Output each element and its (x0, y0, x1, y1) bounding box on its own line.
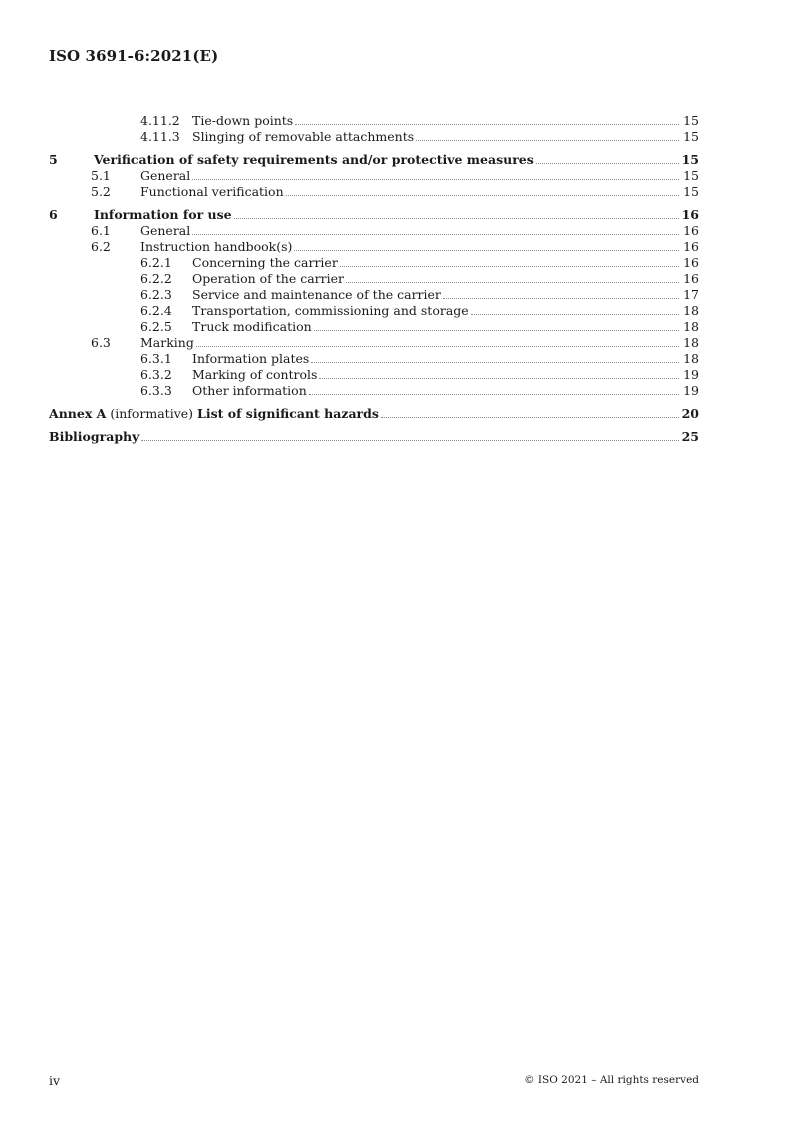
toc-number: 6.2.1 (140, 255, 172, 270)
toc-title: Service and maintenance of the carrier (192, 287, 441, 302)
toc-number: 5 (49, 152, 58, 167)
toc-page: 18 (683, 351, 699, 366)
toc-leader (196, 336, 679, 347)
toc-leader (294, 240, 679, 251)
annex-title: List of significant hazards (197, 406, 379, 421)
toc-title: Transportation, commissioning and storage (192, 303, 469, 318)
toc-title: Bibliography (49, 429, 140, 444)
toc-number: 6.1 (91, 223, 111, 238)
toc-page: 16 (683, 223, 699, 238)
toc-entry-6-3[interactable] (49, 335, 699, 351)
toc-number: 6.2.4 (140, 303, 172, 318)
toc-title: Concerning the carrier (192, 255, 338, 270)
toc-title: Marking of controls (192, 367, 318, 382)
toc-number: 5.2 (91, 184, 111, 199)
toc-number: 6.3 (91, 335, 111, 350)
toc-leader (286, 185, 679, 196)
toc-entry-6-2-1[interactable] (49, 255, 699, 271)
toc-page: 19 (683, 383, 699, 398)
toc-page: 16 (683, 239, 699, 254)
toc-title: Information for use (94, 207, 232, 222)
toc-number: 6.3.2 (140, 367, 172, 382)
toc-entry-5-1[interactable] (49, 168, 699, 184)
toc-page: 15 (683, 184, 699, 199)
toc-page: 25 (681, 429, 699, 444)
toc-title: Tie-down points (192, 113, 294, 128)
toc-page: 15 (683, 113, 699, 128)
toc-title: Instruction handbook(s) (140, 239, 293, 254)
toc-page: 17 (683, 287, 699, 302)
toc-number: 6.2.2 (140, 271, 172, 286)
toc-leader (319, 368, 679, 379)
footer-page-number: iv (49, 1073, 61, 1088)
toc-number: 6 (49, 207, 58, 222)
toc-entry-4-11-3[interactable] (49, 129, 699, 145)
toc-entry-6-3-1[interactable] (49, 351, 699, 367)
toc-page: 16 (681, 207, 699, 222)
toc-entry-6[interactable] (49, 207, 699, 223)
toc-leader (416, 130, 679, 141)
toc-title: Operation of the carrier (192, 271, 344, 286)
toc-number: 4.11.3 (140, 129, 180, 144)
toc-entry-6-2-3[interactable] (49, 287, 699, 303)
toc-leader (311, 352, 679, 363)
toc-title: Other information (192, 383, 307, 398)
toc-entry-6-2[interactable] (49, 239, 699, 255)
toc-leader (471, 304, 679, 315)
toc-number: 6.2.3 (140, 287, 172, 302)
toc-leader (192, 169, 679, 180)
toc-number: 6.3.3 (140, 383, 172, 398)
toc-page: 16 (683, 255, 699, 270)
toc-title: Marking (140, 335, 194, 350)
toc-entry-5[interactable] (49, 152, 699, 168)
toc-entry-6-1[interactable] (49, 223, 699, 239)
toc-entry-bibliography[interactable] (49, 429, 699, 445)
toc-leader (192, 224, 679, 235)
toc-number: 6.2.5 (140, 319, 172, 334)
toc-leader (309, 384, 679, 395)
toc-title: General (140, 223, 191, 238)
toc-leader (443, 288, 679, 299)
toc-number: 4.11.2 (140, 113, 180, 128)
toc-title: Information plates (192, 351, 310, 366)
toc-leader (536, 153, 679, 164)
toc-leader (314, 320, 679, 331)
toc-page: 19 (683, 367, 699, 382)
toc-number: 6.2 (91, 239, 111, 254)
toc-entry-6-2-2[interactable] (49, 271, 699, 287)
toc-entry-6-2-5[interactable] (49, 319, 699, 335)
document-header: ISO 3691-6:2021(E) (49, 47, 219, 65)
table-of-contents (49, 113, 699, 445)
annex-qualifier: (informative) (110, 406, 194, 421)
toc-leader (295, 114, 679, 125)
toc-title: Functional verification (140, 184, 284, 199)
toc-number: 6.3.1 (140, 351, 172, 366)
toc-page: 16 (683, 271, 699, 286)
toc-leader (346, 272, 679, 283)
toc-page: 18 (683, 319, 699, 334)
toc-number: 5.1 (91, 168, 111, 183)
toc-entry-6-3-2[interactable] (49, 367, 699, 383)
toc-leader (340, 256, 679, 267)
toc-entry-6-3-3[interactable] (49, 383, 699, 399)
annex-label: Annex A (49, 406, 107, 421)
toc-page: 15 (681, 152, 699, 167)
toc-entry-4-11-2[interactable] (49, 113, 699, 129)
toc-title: General (140, 168, 191, 183)
toc-entry-6-2-4[interactable] (49, 303, 699, 319)
toc-title: Truck modification (192, 319, 312, 334)
toc-leader (381, 407, 679, 418)
toc-title: Slinging of removable attachments (192, 129, 415, 144)
toc-leader (141, 430, 679, 441)
toc-entry-annex-a[interactable] (49, 406, 699, 422)
footer-copyright: © ISO 2021 – All rights reserved (524, 1074, 699, 1086)
toc-leader (234, 208, 679, 219)
toc-page: 15 (683, 129, 699, 144)
toc-page: 18 (683, 303, 699, 318)
toc-entry-5-2[interactable] (49, 184, 699, 200)
toc-page: 18 (683, 335, 699, 350)
toc-title: Verification of safety requirements and/or protective measures (94, 152, 534, 167)
toc-page: 15 (683, 168, 699, 183)
toc-page: 20 (681, 406, 699, 421)
